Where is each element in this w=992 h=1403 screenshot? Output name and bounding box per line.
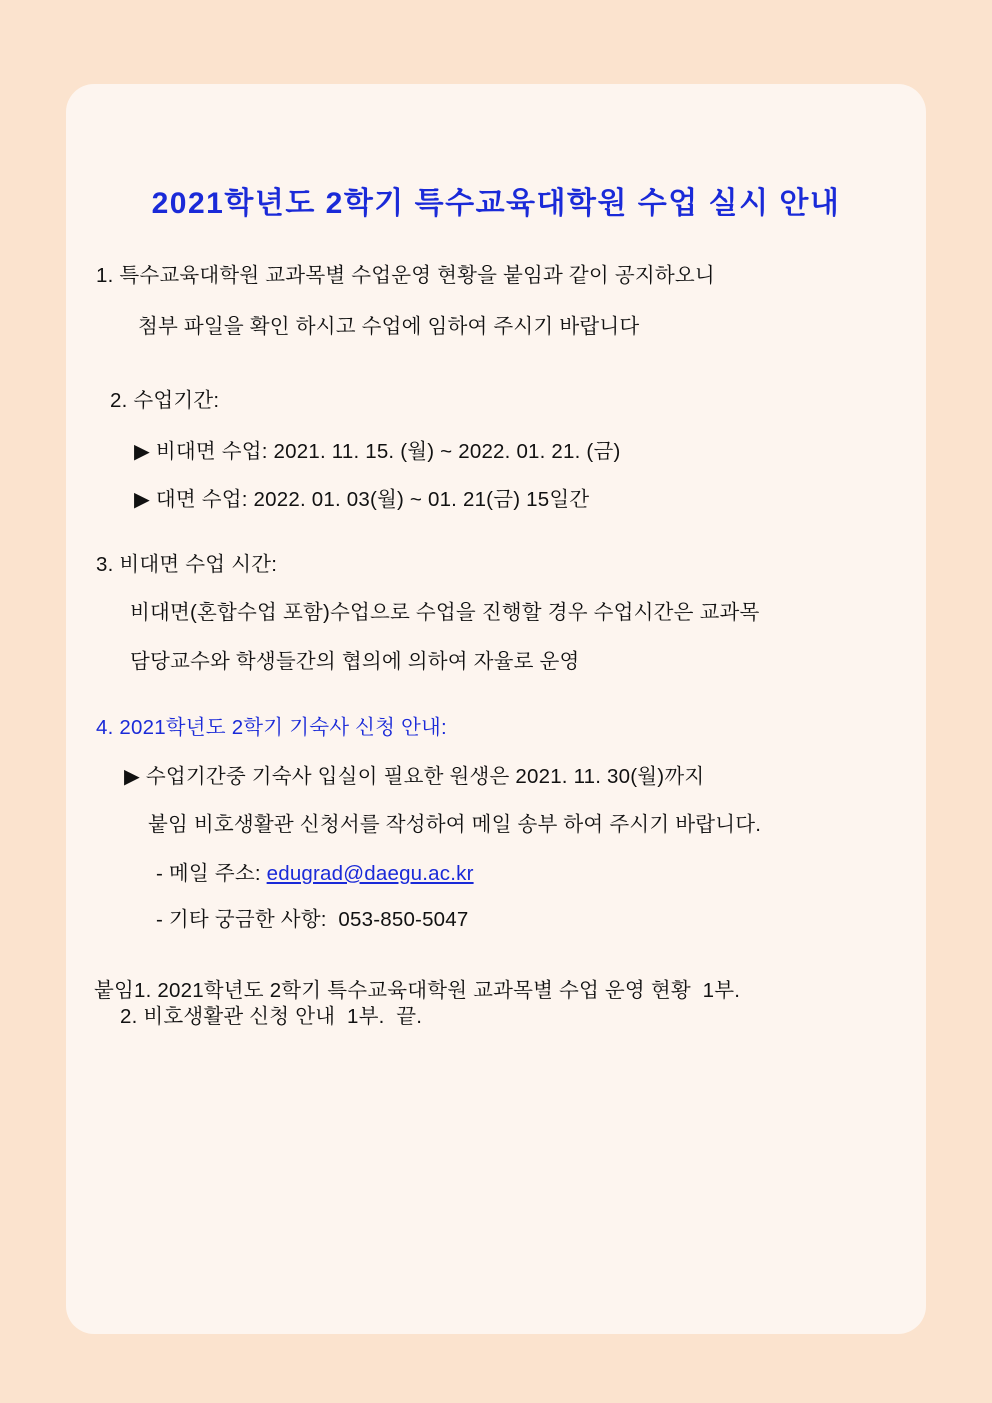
document-page [66,84,926,1334]
item-4-heading: 4. 2021학년도 2학기 기숙사 신청 안내: [96,716,447,739]
item-2-bullet-2: ▶ 대면 수업: 2022. 01. 03(월) ~ 01. 21(금) 15일간 [134,488,590,511]
item-4-bullet-1-continuation: 붙임 비호생활관 신청서를 작성하여 메일 송부 하여 주시기 바랍니다. [148,813,762,836]
item-3-heading: 3. 비대면 수업 시간: [96,552,278,576]
item-1-line-2: 첨부 파일을 확인 하시고 수업에 임하여 주시기 바랍니다 [138,314,640,338]
item-2-bullet-1: ▶ 비대면 수업: 2021. 11. 15. (월) ~ 2022. 01. 21. (금) [134,439,621,463]
document-body [66,266,926,1028]
page-title: 2021학년도 2학기 특수교육대학원 수업 실시 안내 [151,187,841,220]
item-3-line-1: 비대면(혼합수업 포함)수업으로 수업을 진행할 경우 수업시간은 교과목 [130,601,760,624]
email-link[interactable]: edugrad@daegu.ac.kr [266,861,474,885]
item-4-email-row [156,861,900,885]
attachment-line-1: 붙임1. 2021학년도 2학기 특수교육대학원 교과목별 수업 운영 현황 1부. [94,978,741,1002]
attachment-line-2: 2. 비호생활관 신청 안내 1부. 끝. [120,1005,423,1028]
item-3-line-2: 담당교수와 학생들간의 협의에 의하여 자율로 운영 [130,649,580,673]
item-4-bullet-1: ▶ 수업기간중 기숙사 입실이 필요한 원생은 2021. 11. 30(월)까지 [124,764,705,788]
item-1-line-1: 1. 특수교육대학원 교과목별 수업운영 현황을 붙임과 같이 공지하오니 [96,264,715,287]
item-2-heading: 2. 수업기간: [110,389,220,412]
email-label: - 메일 주소: [156,861,267,885]
item-4-phone-row: - 기타 궁금한 사항: 053-850-5047 [156,908,469,931]
